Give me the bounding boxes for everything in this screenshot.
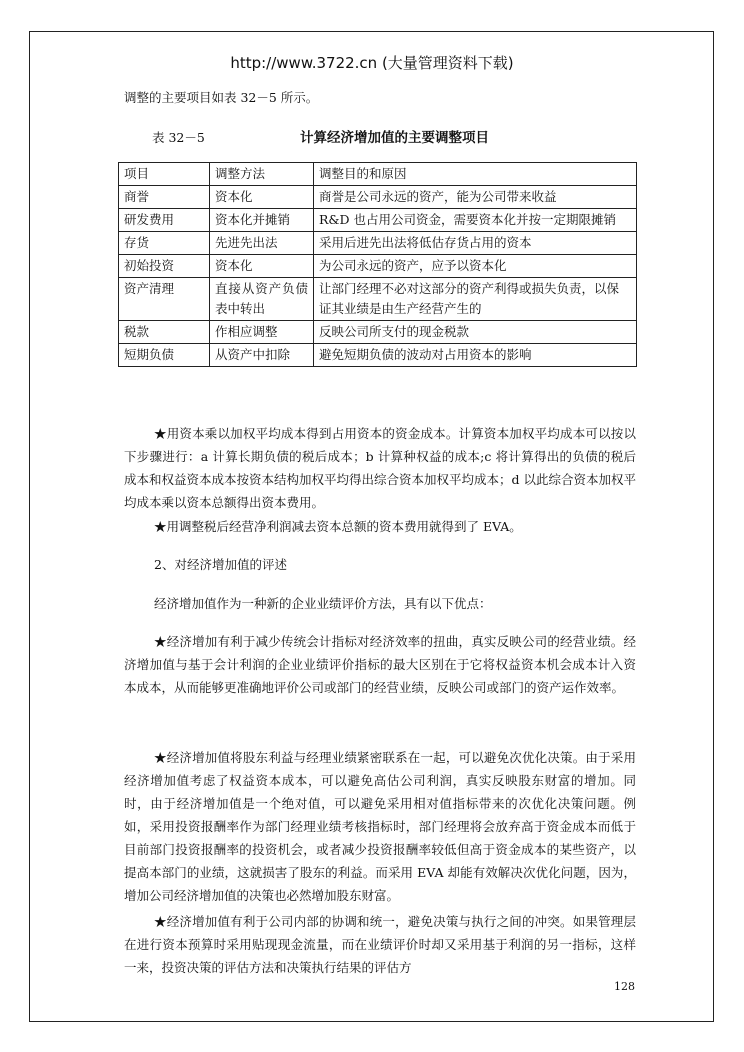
table-cell-method: 从资产中扣除 bbox=[210, 344, 314, 367]
page-number: 128 bbox=[614, 980, 635, 993]
table-row bbox=[119, 255, 637, 278]
table-row bbox=[119, 321, 637, 344]
table-row bbox=[119, 209, 637, 232]
table-row bbox=[119, 344, 637, 367]
table-row bbox=[119, 278, 637, 321]
table-caption-label: 表 32－5 bbox=[152, 130, 205, 145]
paragraph-advantage-2: ★经济增加值将股东利益与经理业绩紧密联系在一起，可以避免次优化决策。由于采用经济增加值考虑了权益资本成本，可以避免高估公司利润，真实反映股东财富的增加。同时，由于经济增加值是一个绝对值，可以避免采用相对值指标带来的次优化决策问题。例如，采用投资报酬率作为部门经理业绩考核指标时，部门经理将会放弃高于资金成本而低于目前部门投资报酬率的投资机会，或者减少投资报酬率较低但高于资金成本的某些资产，以提高本部门的业绩，这就损害了股东的利益。而采用 EVA 却能有效解决次优化问题，因为，增加公司经济增加值的决策也必然增加股东财富。 bbox=[124, 750, 636, 903]
table-row bbox=[119, 232, 637, 255]
table-cell-reason: R&D 也占用公司资金，需要资本化并按一定期限摊销 bbox=[314, 209, 637, 232]
table-cell-item: 存货 bbox=[119, 232, 210, 255]
table-cell-reason: 反映公司所支付的现金税款 bbox=[314, 321, 637, 344]
table-header-cell: 调整方法 bbox=[210, 163, 314, 186]
table-cell-method: 作相应调整 bbox=[210, 321, 314, 344]
table-cell-reason: 让部门经理不必对这部分的资产利得或损失负责，以保证其业绩是由生产经营产生的 bbox=[314, 278, 637, 321]
table-cell-method: 资本化并摊销 bbox=[210, 209, 314, 232]
table-cell-method: 资本化 bbox=[210, 186, 314, 209]
table-header-row bbox=[119, 163, 637, 186]
table-cell-method: 先进先出法 bbox=[210, 232, 314, 255]
paragraph-capital-cost: ★用资本乘以加权平均成本得到占用资本的资金成本。计算资本加权平均成本可以按以下步骤进行：a 计算长期负债的税后成本；b 计算种权益的成本;c 将计算得出的负债的税后成本和权益资本成本按资本结构加权平均得出综合资本加权平均成本；d 以此综合资本加权平均成本乘以资本总额得出资本费用。 bbox=[124, 426, 636, 510]
table-cell-item: 初始投资 bbox=[119, 255, 210, 278]
table-cell-method: 直接从资产负债表中转出 bbox=[210, 278, 314, 321]
table-header-cell: 调整目的和原因 bbox=[314, 163, 637, 186]
table-caption-title: 计算经济增加值的主要调整项目 bbox=[300, 130, 489, 146]
intro-text: 调整的主要项目如表 32－5 所示。 bbox=[124, 90, 319, 105]
paragraph-advantage-1: ★经济增加有利于减少传统会计指标对经济效率的扭曲，真实反映公司的经营业绩。经济增加值与基于会计利润的企业业绩评价指标的最大区别在于它将权益资本机会成本计入资本成本，从而能够更准确地评价公司或部门的经营业绩，反映公司或部门的资产运作效率。 bbox=[124, 634, 636, 695]
table-cell-reason: 为公司永远的资产，应予以资本化 bbox=[314, 255, 637, 278]
table-cell-item: 商誉 bbox=[119, 186, 210, 209]
table-cell-item: 短期负债 bbox=[119, 344, 210, 367]
section-heading: 2、对经济增加值的评述 bbox=[154, 557, 287, 572]
paragraph-eva: ★用调整税后经营净利润减去资本总额的资本费用就得到了 EVA。 bbox=[154, 519, 522, 534]
table-header-cell: 项目 bbox=[119, 163, 210, 186]
table-cell-item: 研发费用 bbox=[119, 209, 210, 232]
table-cell-method: 资本化 bbox=[210, 255, 314, 278]
table-cell-item: 资产清理 bbox=[119, 278, 210, 321]
table-cell-reason: 商誉是公司永远的资产，能为公司带来收益 bbox=[314, 186, 637, 209]
table-cell-reason: 采用后进先出法将低估存货占用的资本 bbox=[314, 232, 637, 255]
table-row bbox=[119, 186, 637, 209]
table-cell-item: 税款 bbox=[119, 321, 210, 344]
paragraph-advantage-3: ★经济增加值有利于公司内部的协调和统一，避免决策与执行之间的冲突。如果管理层在进行资本预算时采用贴现现金流量，而在业绩评价时却又采用基于利润的另一指标，这样一来，投资决策的评估方法和决策执行结果的评估方 bbox=[124, 914, 636, 975]
table-cell-reason: 避免短期负债的波动对占用资本的影响 bbox=[314, 344, 637, 367]
paragraph-advantages-intro: 经济增加值作为一种新的企业业绩评价方法，具有以下优点： bbox=[154, 596, 492, 611]
page-header-url[interactable]: http://www.3722.cn (大量管理资料下载) bbox=[230, 54, 514, 72]
adjustment-table bbox=[118, 162, 637, 367]
